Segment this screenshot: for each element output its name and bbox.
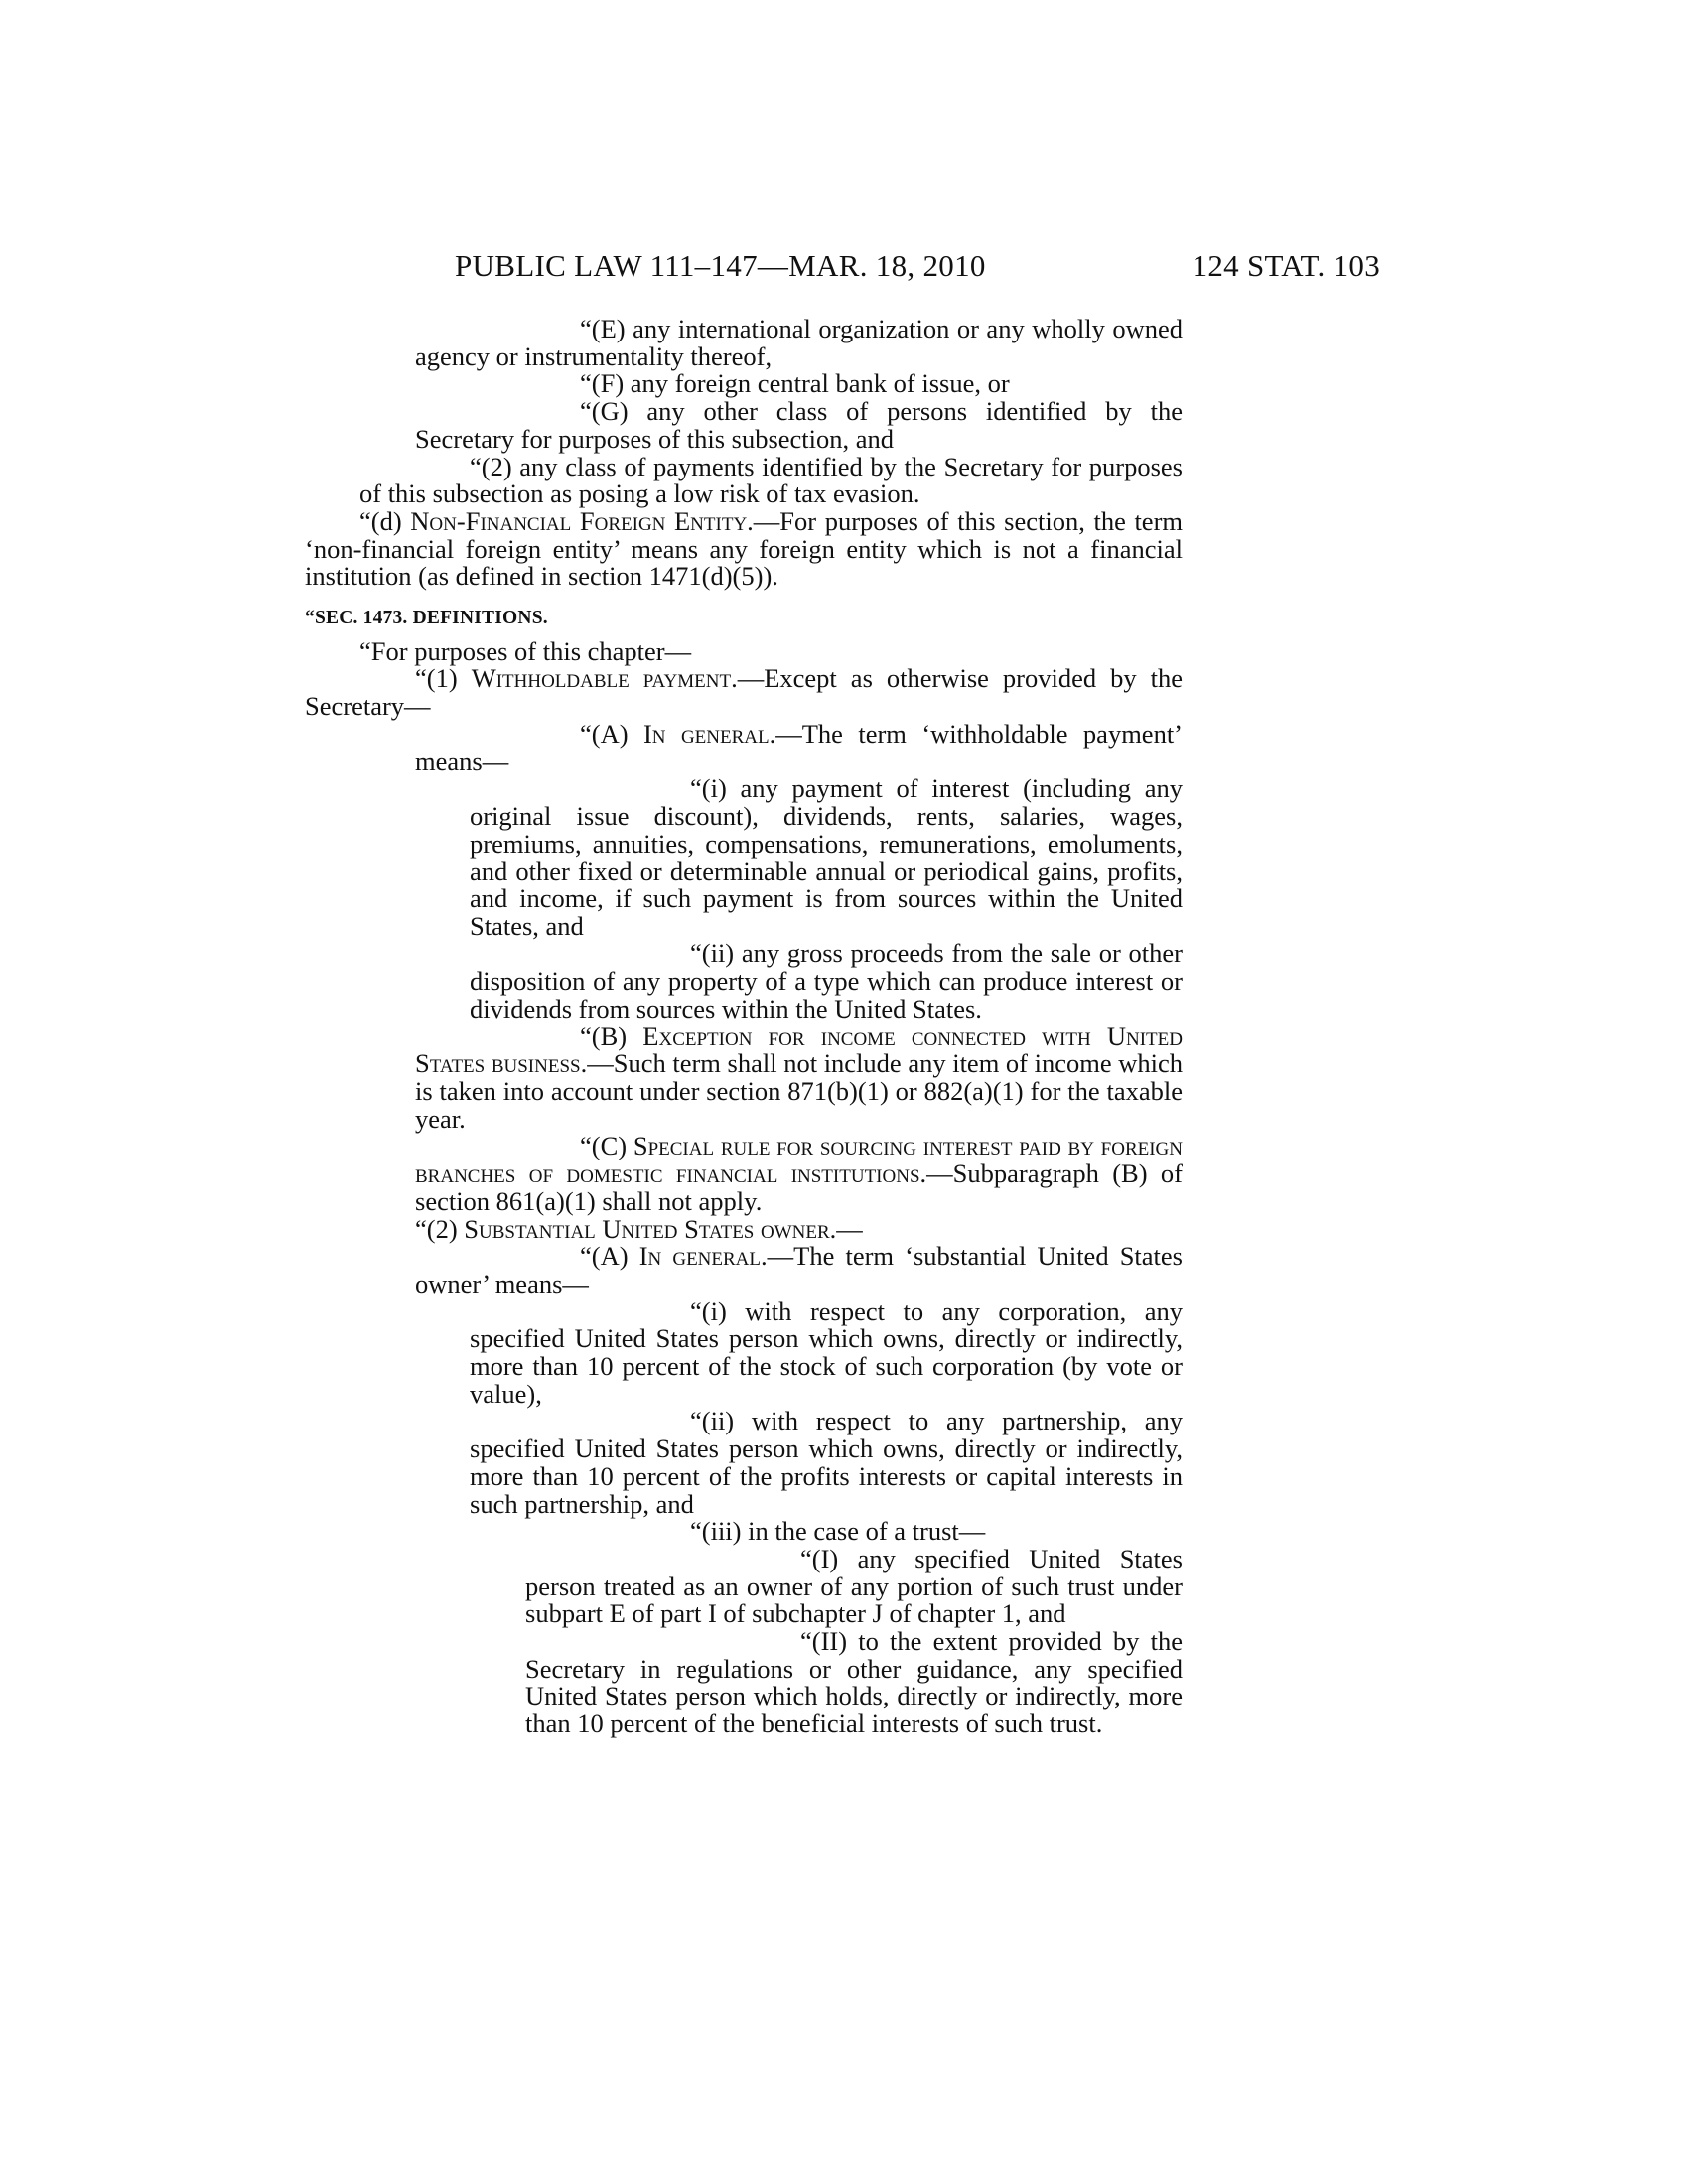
subpara-2a-heading: In general bbox=[638, 1241, 762, 1272]
para-2-payments: “(2) any class of payments identified by the Secretary for purposes of this subsection as posing a low risk of tax evasion. bbox=[359, 451, 1183, 509]
para-f: “(F) any foreign central bank of issue, or bbox=[580, 368, 1010, 399]
subpara-2a-text: .—The term ‘substantial United States owner’ means— bbox=[415, 1241, 1183, 1298]
clause-2a-i: “(i) with respect to any corporation, any specified United States person which owns, directly or indirectly, more than 10 percent of the stock of such corporation (by vote or value), bbox=[470, 1296, 1183, 1409]
para-2-heading: Substantial United States owner bbox=[464, 1213, 830, 1244]
subpara-1c-lead: “(C) bbox=[580, 1131, 628, 1161]
para-2-text: .— bbox=[829, 1213, 863, 1244]
subpara-1a bbox=[305, 718, 1184, 776]
para-g: “(G) any other class of persons identified by the Secretary for purposes of this subsection, and bbox=[415, 396, 1183, 454]
running-head-title: PUBLIC LAW 111–147—MAR. 18, 2010 bbox=[455, 248, 986, 283]
subsection-d bbox=[305, 505, 1184, 592]
subpara-1c bbox=[305, 1133, 1183, 1215]
clause-1a-i: “(i) any payment of interest (including any original issue discount), dividends, rents, salaries, wages, premiums, annuities, compensations, remunerations, emoluments, and other fixed or determinable annual or periodical gains, profits, and income, if such payment is from sources within the United States, and bbox=[470, 773, 1183, 941]
subpara-1b-lead: “(B) bbox=[580, 1021, 628, 1051]
clause-2a-iii: “(iii) in the case of a trust— bbox=[690, 1516, 986, 1547]
subpara-1c-text: .—Subparagraph (B) of section 861(a)(1) shall not apply. bbox=[415, 1159, 1183, 1216]
subpara-1a-lead: “(A) bbox=[580, 718, 629, 749]
para-e: “(E) any international organization or any wholly owned agency or instrumentality thereof, bbox=[415, 314, 1183, 371]
para-2-owner bbox=[305, 1213, 1183, 1244]
subsection-d-lead: “(d) bbox=[359, 505, 402, 536]
para-1-withholdable bbox=[305, 665, 1183, 720]
section-heading: “SEC. 1473. DEFINITIONS. bbox=[305, 608, 548, 629]
para-1-lead: “(1) bbox=[415, 663, 458, 694]
subpara-1b-heading: Exception for income connected with United States business bbox=[415, 1021, 1183, 1079]
para-2-lead: “(2) bbox=[415, 1213, 458, 1244]
subpara-1a-text: .—The term ‘withholdable payment’ means— bbox=[415, 718, 1184, 776]
clause-1a-ii: “(ii) any gross proceeds from the sale or other disposition of any property of a type which can produce interest or dividends from sources within the United States. bbox=[470, 938, 1183, 1024]
subpara-1a-heading: In general bbox=[642, 718, 770, 749]
subpara-2a bbox=[305, 1243, 1183, 1297]
para-1-text: .—Except as otherwise provided by the Secretary— bbox=[305, 663, 1184, 722]
chapter-intro: “For purposes of this chapter— bbox=[359, 635, 692, 666]
page-header bbox=[455, 248, 1380, 288]
subclause-2a-iii-I: “(I) any specified United States person treated as an owner of any portion of such trust under subpart E of part I of subchapter J of chapter 1, and bbox=[525, 1543, 1183, 1629]
para-1-heading: Withholdable payment bbox=[471, 663, 732, 694]
subpara-1c-heading: Special rule for sourcing interest paid by foreign branches of domestic financial institutions bbox=[415, 1131, 1184, 1189]
subsection-d-heading: Non-Financial Foreign Entity bbox=[410, 505, 748, 536]
clause-2a-ii: “(ii) with respect to any partnership, any specified United States person which owns, directly or indirectly, more than 10 percent of the profits interests or capital interests in such partnership, and bbox=[470, 1406, 1183, 1519]
subpara-1b-text: .—Such term shall not include any item of income which is taken into account under section 871(b)(1) or 882(a)(1) for the taxable year. bbox=[415, 1048, 1184, 1134]
subpara-2a-lead: “(A) bbox=[580, 1241, 629, 1272]
document-body bbox=[305, 316, 1183, 1738]
subpara-1b bbox=[305, 1021, 1184, 1134]
statute-page-number: 124 STAT. 103 bbox=[1192, 248, 1380, 283]
subsection-d-text: .—For purposes of this section, the term ‘non-financial foreign entity’ means any foreign entity which is not a financial institution (as defined in section 1471(d)(5)). bbox=[305, 505, 1184, 592]
subclause-2a-iii-II: “(II) to the extent provided by the Secretary in regulations or other guidance, any specified United States person which holds, directly or indirectly, more than 10 percent of the beneficial interests of such trust. bbox=[525, 1626, 1183, 1739]
